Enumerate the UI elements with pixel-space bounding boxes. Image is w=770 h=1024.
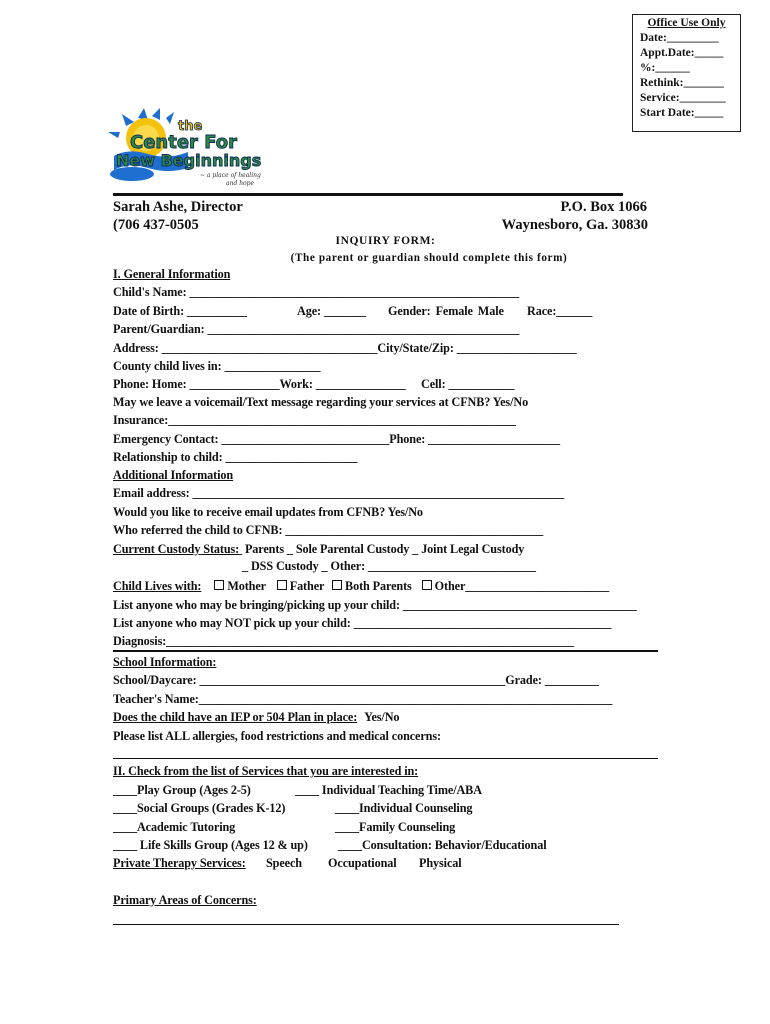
child-name-field[interactable]: Child's Name: _______________________________________________________ <box>113 285 520 299</box>
director-name: Sarah Ashe, Director <box>113 199 243 215</box>
svg-text:and hope: and hope <box>226 180 255 187</box>
po-box: P.O. Box 1066 <box>560 199 647 215</box>
gender-field[interactable]: Gender: Female Male <box>388 304 504 318</box>
office-service[interactable]: Service:________ <box>640 92 726 104</box>
logo-graphic <box>108 108 278 188</box>
primary-concerns-title: Primary Areas of Concerns: <box>113 893 257 907</box>
office-start-date[interactable]: Start Date:_____ <box>640 107 724 119</box>
lives-with-row <box>113 577 609 595</box>
both-parents-label: Both Parents <box>345 579 412 593</box>
office-percent[interactable]: %:______ <box>640 62 690 74</box>
diagnosis-field[interactable]: Diagnosis:____________________________________________________________________ <box>113 634 574 648</box>
race-field[interactable]: Race:______ <box>527 304 593 318</box>
section-general-title: I. General Information <box>113 267 231 281</box>
service-family-counseling[interactable]: ____Family Counseling <box>335 820 456 834</box>
custody-label: Current Custody Status: <box>113 542 240 556</box>
voicemail-question[interactable]: May we leave a voicemail/Text message regarding your services at CFNB? Yes/No <box>113 395 529 409</box>
service-play-group[interactable]: ____Play Group (Ages 2-5) <box>113 783 251 797</box>
svg-text:Center For: Center For <box>130 132 237 153</box>
therapy-occupational[interactable]: Occupational <box>328 856 397 870</box>
custody-options-2[interactable]: _ DSS Custody _ Other: ____________________________ <box>242 559 536 573</box>
emergency-contact-field[interactable]: Emergency Contact: ____________________________Phone: ______________________ <box>113 432 561 446</box>
svg-text:~ a place of healing: ~ a place of healing <box>200 172 261 179</box>
iep-label: Does the child have an IEP or 504 Plan in place: <box>113 710 358 724</box>
relationship-field[interactable]: Relationship to child: ______________________ <box>113 450 358 464</box>
primary-concerns-answer-line[interactable] <box>113 924 619 925</box>
father-checkbox[interactable] <box>277 580 287 590</box>
therapy-speech[interactable]: Speech <box>266 856 302 870</box>
allergies-answer-line[interactable] <box>113 758 658 759</box>
school-info-title: School Information: <box>113 655 217 669</box>
service-social-groups[interactable]: ____Social Groups (Grades K-12) <box>113 801 286 815</box>
service-life-skills[interactable]: ____ Life Skills Group (Ages 12 & up) <box>113 838 308 852</box>
section-divider <box>113 650 658 652</box>
office-appt-date[interactable]: Appt.Date:_____ <box>640 47 724 59</box>
age-field[interactable]: Age: _______ <box>297 304 366 318</box>
teacher-name-field[interactable]: Teacher's Name:_____________________________________________________________________ <box>113 692 613 706</box>
phone-home-work-field[interactable]: Phone: Home: _______________Work: _______________ <box>113 377 406 391</box>
city-state: Waynesboro, Ga. 30830 <box>501 217 648 233</box>
office-rethink[interactable]: Rethink:_______ <box>640 77 724 89</box>
other-checkbox[interactable] <box>422 580 432 590</box>
parent-guardian-field[interactable]: Parent/Guardian: ____________________________________________________ <box>113 322 520 336</box>
custody-options[interactable]: _ Parents _ Sole Parental Custody _ Joint Legal Custody <box>236 542 525 556</box>
office-date[interactable]: Date:_________ <box>640 32 719 44</box>
header-divider <box>113 193 623 196</box>
director-phone: (706 437-0505 <box>113 217 199 233</box>
services-title: II. Check from the list of Services that you are interested in: <box>113 764 419 778</box>
form-subtitle: (The parent or guardian should complete this form) <box>290 252 568 264</box>
office-use-title: Office Use Only <box>647 17 726 29</box>
allergies-question[interactable]: Please list ALL allergies, food restrictions and medical concerns: <box>113 729 441 743</box>
iep-options[interactable]: Yes/No <box>364 710 400 724</box>
service-individual-counseling[interactable]: ____Individual Counseling <box>335 801 473 815</box>
both-parents-checkbox[interactable] <box>332 580 342 590</box>
school-daycare-field[interactable]: School/Daycare: ___________________________________________________Grade: _________ <box>113 673 599 687</box>
father-label: Father <box>289 579 325 593</box>
mother-label: Mother <box>227 579 266 593</box>
additional-info-title: Additional Information <box>113 468 234 482</box>
service-individual-teaching[interactable]: ____ Individual Teaching Time/ABA <box>295 783 482 797</box>
county-field[interactable]: County child lives in: ________________ <box>113 359 321 373</box>
therapy-physical[interactable]: Physical <box>419 856 462 870</box>
form-title: INQUIRY FORM: <box>335 235 436 247</box>
service-consultation[interactable]: ____Consultation: Behavior/Educational <box>338 838 547 852</box>
address-field[interactable]: Address: ____________________________________City/State/Zip: ____________________ <box>113 341 577 355</box>
dob-field[interactable]: Date of Birth: __________ <box>113 304 247 318</box>
office-use-box <box>632 14 741 132</box>
insurance-field[interactable]: Insurance:__________________________________________________________ <box>113 413 516 427</box>
lives-with-label: Child Lives with: <box>113 579 202 593</box>
svg-text:New Beginnings: New Beginnings <box>116 151 262 170</box>
other-label: Other________________________ <box>434 579 610 593</box>
svg-text:the: the <box>178 119 203 134</box>
not-pickup-field[interactable]: List anyone who may NOT pick up your child: ___________________________________________ <box>113 616 612 630</box>
service-academic-tutoring[interactable]: ____Academic Tutoring <box>113 820 236 834</box>
cell-field[interactable]: Cell: ___________ <box>421 377 515 391</box>
referred-field[interactable]: Who referred the child to CFNB: ___________________________________________ <box>113 523 544 537</box>
iep-question[interactable] <box>113 708 399 726</box>
center-logo <box>108 108 278 188</box>
email-updates-question[interactable]: Would you like to receive email updates from CFNB? Yes/No <box>113 505 423 519</box>
bringing-field[interactable]: List anyone who may be bringing/picking up your child: _______________________________________ <box>113 598 637 612</box>
mother-checkbox[interactable] <box>214 580 224 590</box>
private-therapy-label: Private Therapy Services: <box>113 856 246 870</box>
email-field[interactable]: Email address: ______________________________________________________________ <box>113 486 565 500</box>
